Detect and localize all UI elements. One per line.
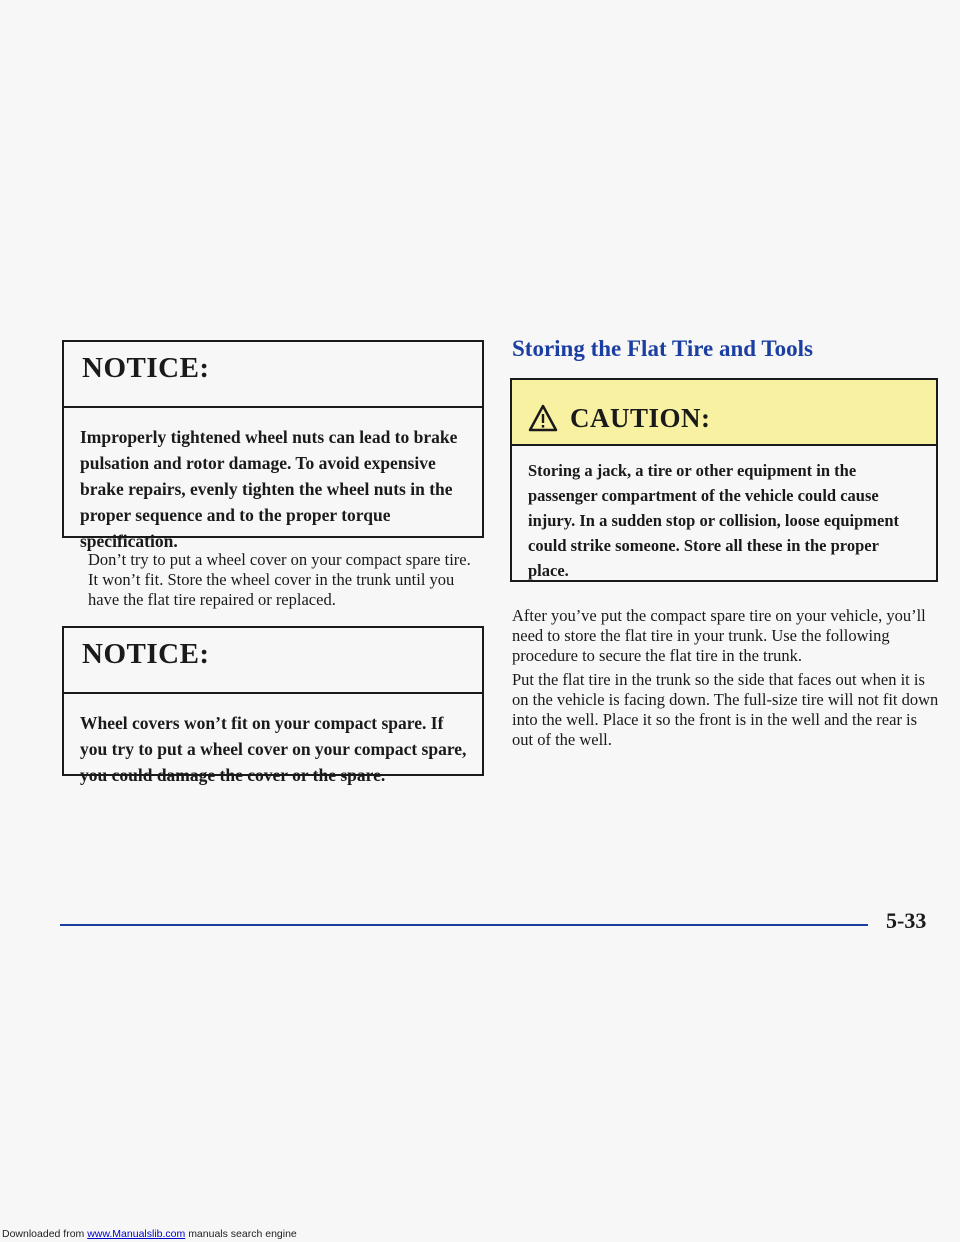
notice-box-1 xyxy=(62,340,484,551)
wheel-cover-paragraph: Don’t try to put a wheel cover on your compact spare tire. It won’t fit. Store the wheel cover in the trunk until you have the flat tire repaired or replaced. xyxy=(88,550,471,609)
notice-body: Improperly tightened wheel nuts can lead to brake pulsation and rotor damage. To avoid expensive brake repairs, evenly tighten the wheel nuts in the proper sequence and to the proper torque specification. xyxy=(80,427,458,551)
footer-link[interactable]: www.Manualslib.com xyxy=(87,1228,186,1240)
notice-heading: NOTICE: xyxy=(64,342,482,408)
put-flat-tire-paragraph: Put the flat tire in the trunk so the side that faces out when it is on the vehicle is facing down. The full-size tire will not fit down into the well. Place it so the front is in the well and the rear is out of the well. xyxy=(512,670,939,749)
notice-box-2 xyxy=(62,626,484,785)
caution-header xyxy=(512,380,936,446)
caution-box xyxy=(510,378,938,582)
notice-heading: NOTICE: xyxy=(64,628,482,694)
section-title: Storing the Flat Tire and Tools xyxy=(512,336,813,361)
footer-rule xyxy=(60,924,868,926)
caution-heading: CAUTION: xyxy=(570,402,711,433)
footer-prefix: Downloaded from xyxy=(2,1228,85,1240)
page-number: 5-33 xyxy=(886,908,927,933)
after-paragraph: After you’ve put the compact spare tire on your vehicle, you’ll need to store the flat tire in your trunk. Use the following procedure to secure the flat tire in the trunk. xyxy=(512,606,926,665)
download-footer xyxy=(2,1228,297,1240)
footer-suffix: manuals search engine xyxy=(188,1228,297,1240)
caution-body: Storing a jack, a tire or other equipment in the passenger compartment of the vehicle could cause injury. In a sudden stop or collision, loose equipment could strike someone. Store all these in the proper place. xyxy=(528,461,900,580)
notice-body: Wheel covers won’t fit on your compact spare. If you try to put a wheel cover on your compact spare, you could damage the cover or the spare. xyxy=(80,713,467,785)
warning-triangle-icon xyxy=(528,404,558,432)
